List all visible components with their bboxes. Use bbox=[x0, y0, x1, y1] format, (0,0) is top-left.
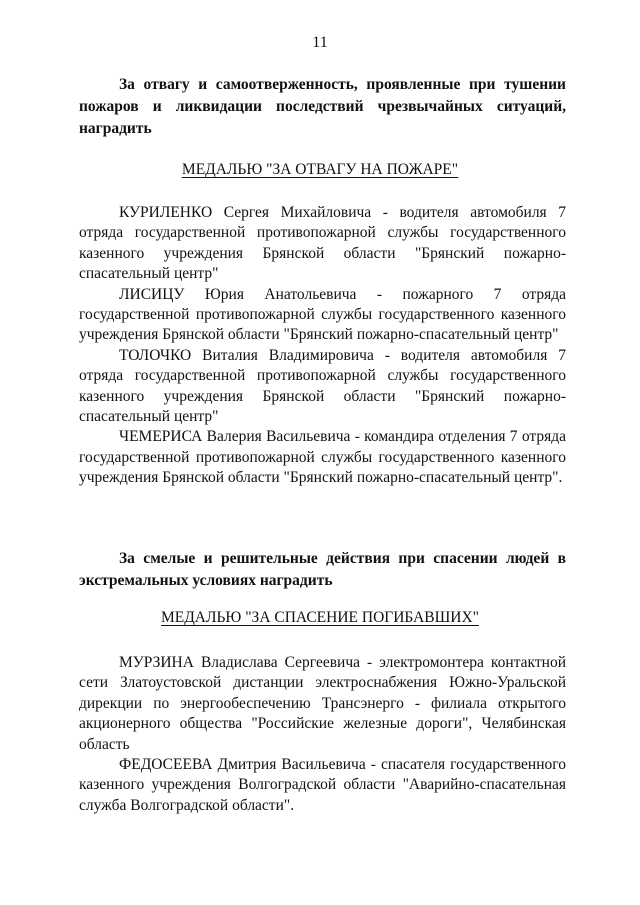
section2-entries bbox=[79, 653, 566, 816]
award-entry-kurilenko: КУРИЛЕНКО Сергея Михайловича - водителя автомобиля 7 отряда государственной противопожарной службы государственного казенного учреждения Брянской области "Брянский пожарно-спасательный центр" bbox=[79, 204, 566, 283]
section2-medal-title: МЕДАЛЬЮ "ЗА СПАСЕНИЕ ПОГИБАВШИХ" bbox=[160, 609, 479, 626]
section1-medal-title: МЕДАЛЬЮ "ЗА ОТВАГУ НА ПОЖАРЕ" bbox=[181, 161, 459, 178]
award-entry-fedoseev: ФЕДОСЕЕВА Дмитрия Васильевича - спасателя государственного казенного учреждения Волгоградской области "Аварийно-спасательная служба Волгоградской области". bbox=[79, 756, 566, 814]
award-entry-murzin: МУРЗИНА Владислава Сергеевича - электромонтера контактной сети Златоустовской дистанции электроснабжения Южно-Уральской дирекции по энергообеспечению Трансэнерго - филиала открытого акционерного общества "Российские железные дороги", Челябинская область bbox=[79, 654, 566, 753]
award-entry-lisitsa: ЛИСИЦУ Юрия Анатольевича - пожарного 7 отряда государственной противопожарной службы государственного казенного учреждения Брянской области "Брянский пожарно-спасательный центр" bbox=[79, 285, 566, 344]
award-entry-chemeris: ЧЕМЕРИСА Валерия Васильевича - командира отделения 7 отряда государственной противопожарной службы государственного казенного учреждения Брянской области "Брянский пожарно-спасательный центр". bbox=[79, 428, 566, 487]
section1-intro: За отвагу и самоотверженность, проявленные при тушении пожаров и ликвидации последствий чрезвычайных ситуаций, наградить bbox=[79, 76, 566, 137]
section1-entries bbox=[79, 203, 566, 489]
page-number: 11 bbox=[312, 34, 328, 51]
section2-intro: За смелые и решительные действия при спасении людей в экстремальных условиях наградить bbox=[79, 550, 566, 589]
award-entry-tolochko: ТОЛОЧКО Виталия Владимировича - водителя автомобиля 7 отряда государственной противопожарной службы государственного казенного учреждения Брянской области "Брянский пожарно-спасательный центр" bbox=[79, 346, 566, 426]
